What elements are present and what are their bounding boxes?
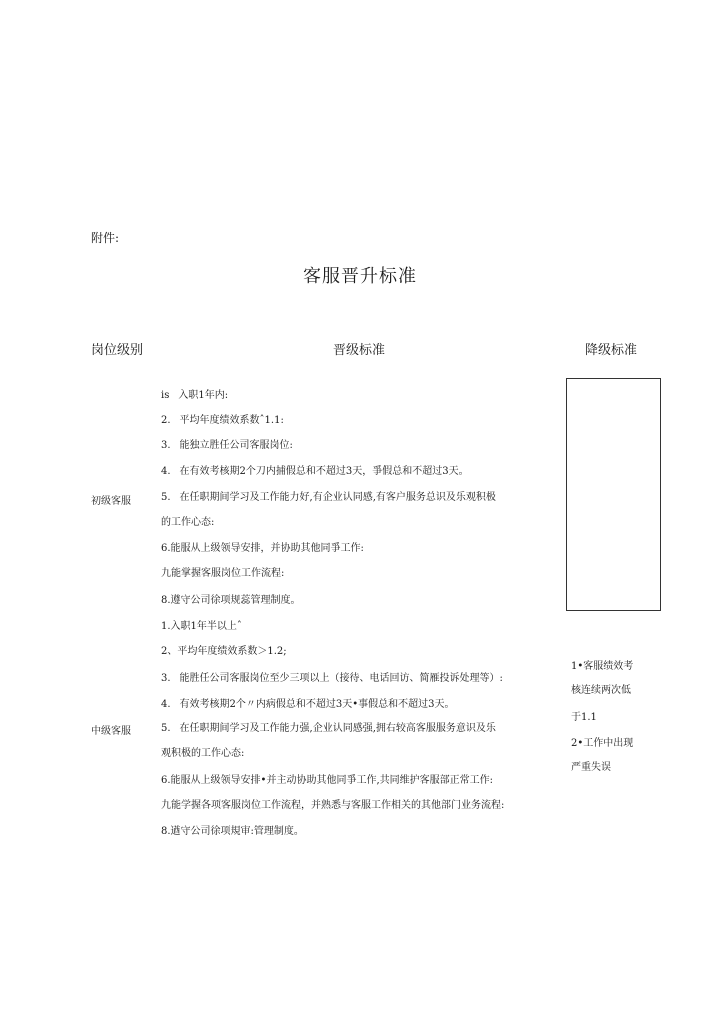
header-demotion-standard: 降级标准 bbox=[585, 343, 638, 358]
junior-demotion-box bbox=[566, 378, 661, 611]
line-number: 5. bbox=[161, 492, 171, 503]
line-text: 在有效考核期2个刀内捕假总和不超过3天，爭假总和不超过3天。 bbox=[179, 466, 469, 477]
line-number: 4. bbox=[161, 466, 171, 477]
line-text: 在任职期间学习及工作能力强,企业认同感强,拥右较高客服服务意识及乐 bbox=[179, 723, 496, 734]
middle-line bbox=[161, 799, 504, 813]
line-text: 的工作心态: bbox=[161, 517, 215, 528]
line-text: 1.入职1年半以上ˆ bbox=[161, 621, 242, 632]
junior-line bbox=[161, 491, 496, 505]
junior-line bbox=[161, 465, 469, 479]
middle-line bbox=[161, 672, 503, 686]
middle-line bbox=[161, 825, 304, 839]
junior-line bbox=[161, 389, 228, 403]
junior-line bbox=[161, 414, 284, 428]
line-number: 3. bbox=[161, 673, 171, 684]
middle-line bbox=[161, 747, 244, 761]
line-number: 5. bbox=[161, 723, 171, 734]
line-text: 观积极的工作心态: bbox=[161, 748, 245, 759]
junior-line bbox=[161, 594, 301, 608]
middle-demotion-line: 1•客服绩效考 bbox=[571, 661, 634, 672]
line-text: 能胜任公司客服岗位至少三项以上（接待、电话回访、简雁投诉处理等）: bbox=[179, 673, 503, 684]
middle-line bbox=[161, 698, 455, 712]
middle-demotion-line: 核连续两次低 bbox=[571, 685, 631, 696]
line-text: 8.遵守公司徐项规蕊管理制度。 bbox=[161, 595, 301, 606]
line-text: 九能掌握客服岗位工作流程: bbox=[161, 568, 285, 579]
header-position-level: 岗位级别 bbox=[91, 343, 144, 358]
line-text: 九能学握各项客服岗位工作流程，并熟悉与客服工作相关的其他部门业务流程: bbox=[161, 800, 505, 811]
middle-level-label: 中级客服 bbox=[91, 726, 131, 737]
line-text: 6.能服从上级领导安排•并主动协助其他同爭工作,共同维护客服部正常工作: bbox=[161, 775, 493, 786]
junior-line bbox=[161, 516, 214, 530]
line-text: 6.能服从上级领导安排，并协助其他同爭工作: bbox=[161, 543, 364, 554]
junior-line bbox=[161, 542, 364, 556]
page-title: 客服晋升标准 bbox=[303, 266, 417, 287]
line-text: 能独立胜任公司客服岗位: bbox=[179, 440, 293, 451]
junior-line bbox=[161, 439, 293, 453]
middle-demotion-line: 于1.1 bbox=[571, 712, 597, 723]
middle-line bbox=[161, 620, 242, 634]
junior-level-label: 初级客服 bbox=[91, 496, 131, 507]
line-text: 8.遒守公司徐项規审:管理制度。 bbox=[161, 826, 304, 837]
header-promotion-standard: 晋级标准 bbox=[333, 343, 386, 358]
attachment-label: 附件: bbox=[91, 231, 120, 245]
middle-line bbox=[161, 774, 493, 788]
line-number: is bbox=[161, 390, 170, 401]
middle-demotion-line: 严重失误 bbox=[571, 762, 611, 773]
line-text: 在任职期间学习及工作能力好,有企业认同感,有客户服务总识及乐观积极 bbox=[179, 492, 496, 503]
line-number: 4. bbox=[161, 699, 171, 710]
line-text: 有效考核期2个〃内病假总和不超过3天•事假总和不超过3天。 bbox=[179, 699, 455, 710]
line-number: 3. bbox=[161, 440, 171, 451]
middle-demotion-line: 2•工作中出现 bbox=[571, 738, 634, 749]
line-number: 2. bbox=[161, 415, 171, 426]
junior-line bbox=[161, 567, 284, 581]
line-text: 2、平均年度绩效系数＞1.2; bbox=[161, 646, 287, 657]
middle-line bbox=[161, 722, 496, 736]
line-text: 平均年度绩效系数ˆ1.1: bbox=[179, 415, 284, 426]
middle-line bbox=[161, 645, 287, 659]
line-text: 入职1年内: bbox=[178, 390, 229, 401]
